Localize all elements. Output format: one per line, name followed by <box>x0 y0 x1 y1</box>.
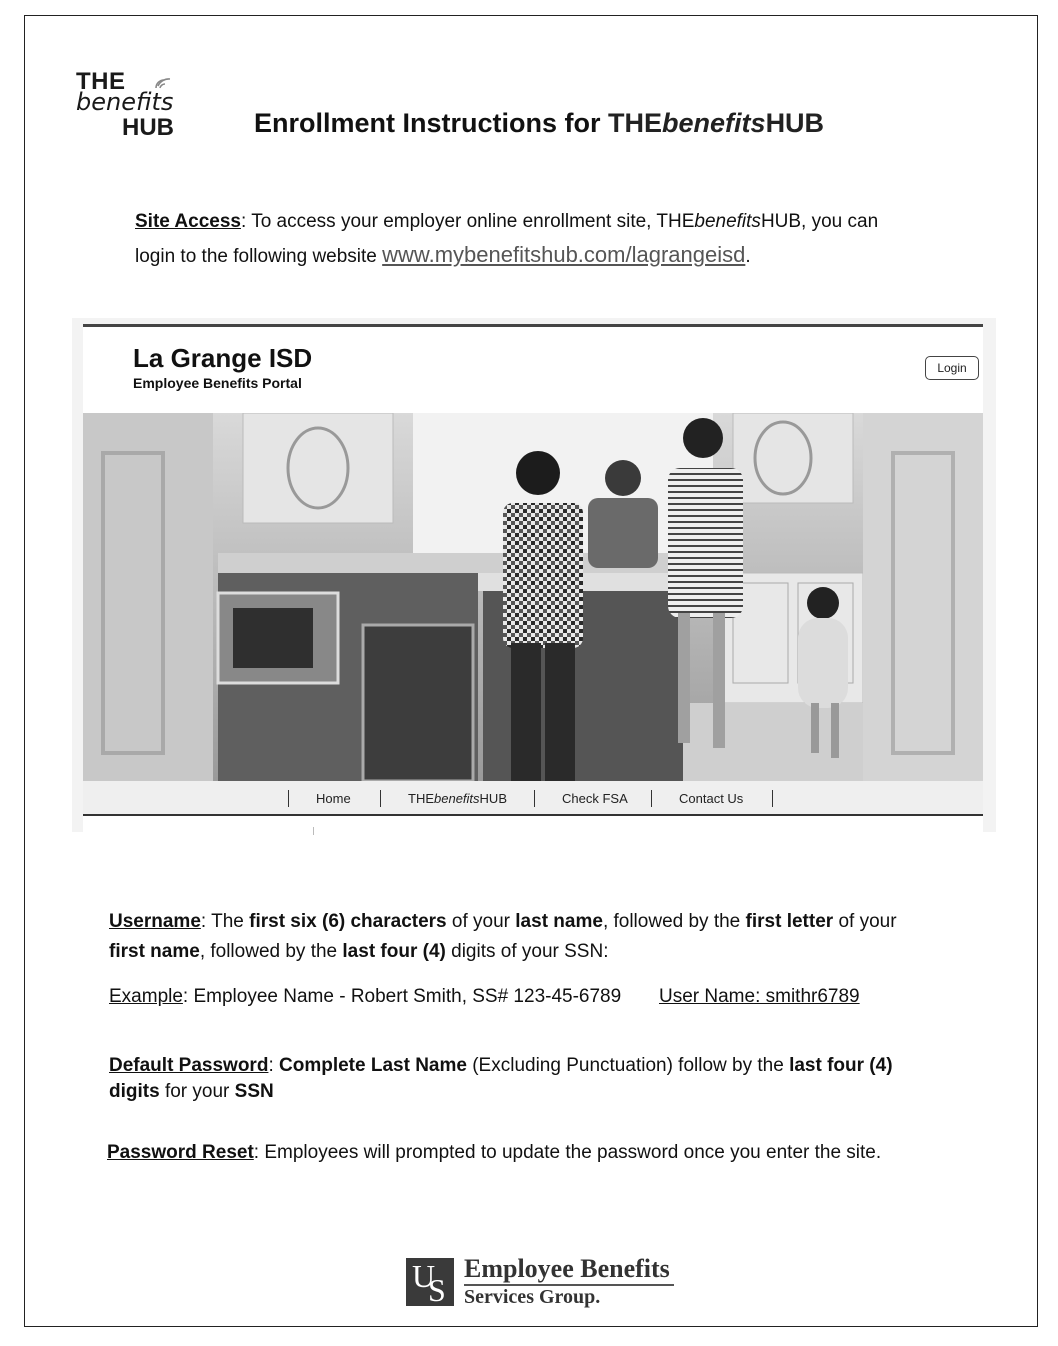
portal-title: La Grange ISD <box>133 343 313 373</box>
username-line2: first name, followed by the last four (4) digits of your SSN: <box>109 941 609 962</box>
default-password-label: Default Password <box>109 1055 269 1076</box>
site-url-link[interactable]: www.mybenefitshub.com/lagrangeisd <box>382 242 746 267</box>
nav-contact-us[interactable]: Contact Us <box>679 791 744 806</box>
signal-icon <box>154 74 176 90</box>
portal-subtitle: Employee Benefits Portal <box>133 375 302 391</box>
username-line1: Username: The first six (6) characters of your last name, followed by the first letter of your <box>109 911 897 932</box>
example-line: Example: Employee Name - Robert Smith, SS# 123-45-6789 <box>109 986 622 1007</box>
title-brand: THEbenefitsHUB <box>608 108 825 138</box>
benefits-hub-logo <box>76 68 196 142</box>
site-access-line2: login to the following website www.mybenefitshub.com/lagrangeisd. <box>135 242 751 267</box>
username-label: Username <box>109 911 201 932</box>
example-label: Example <box>109 986 183 1007</box>
logo-hub: HUB <box>122 114 174 141</box>
default-password-line2: digits for your SSN <box>109 1081 274 1102</box>
portal-screenshot <box>83 324 983 835</box>
login-button[interactable]: Login <box>925 356 979 380</box>
page-title <box>254 108 824 139</box>
footer-line1: Employee Benefits <box>464 1254 670 1283</box>
password-reset-label: Password Reset <box>107 1142 254 1163</box>
divider-tick <box>313 827 314 835</box>
nav-benefits-hub[interactable]: THEbenefitsHUB <box>408 791 507 806</box>
logo-benefits: benefits <box>76 88 174 116</box>
default-password-line1: Default Password: Complete Last Name (Excluding Punctuation) follow by the last four (4) <box>109 1055 893 1076</box>
footer-line2: Services Group. <box>464 1286 601 1308</box>
site-access-line1: Site Access: To access your employer online enrollment site, THEbenefitsHUB, you can <box>135 211 879 232</box>
password-reset-line: Password Reset: Employees will prompted to update the password once you enter the site. <box>107 1142 882 1163</box>
example-username: User Name: smithr6789 <box>659 986 860 1007</box>
title-prefix: Enrollment Instructions for <box>254 108 609 138</box>
site-access-label: Site Access <box>135 211 241 232</box>
nav-check-fsa[interactable]: Check FSA <box>562 791 628 806</box>
us-employee-benefits-logo <box>406 1254 676 1310</box>
us-monogram: U S <box>406 1258 454 1306</box>
family-kitchen-photo <box>83 413 983 781</box>
logo-the: THE <box>76 68 126 95</box>
nav-home[interactable]: Home <box>316 791 351 806</box>
portal-nav-bar <box>83 781 983 816</box>
